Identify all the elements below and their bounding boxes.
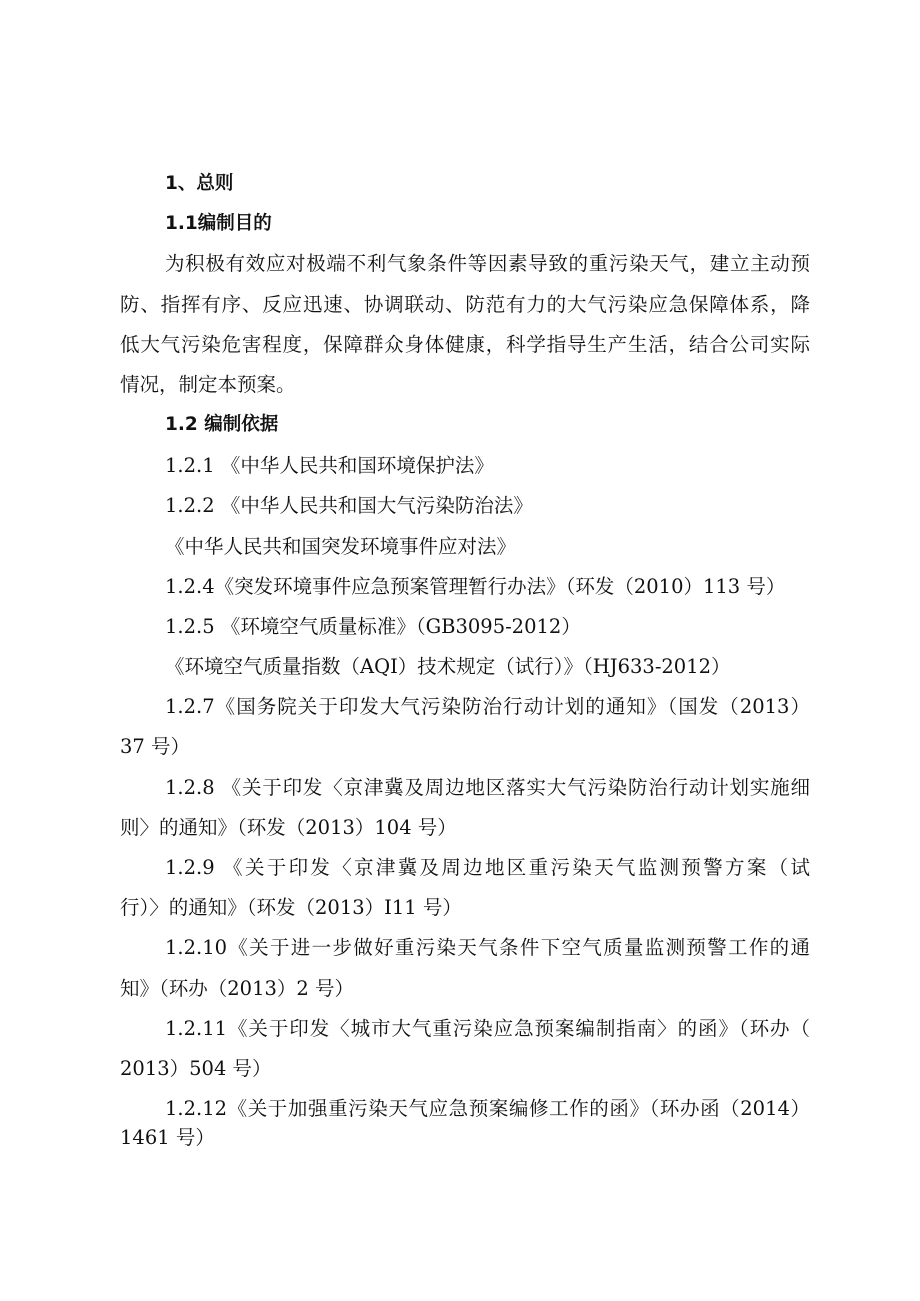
basis-item: 1.2.1 《中华人民共和国环境保护法》 bbox=[165, 454, 494, 477]
purpose-paragraph-line: 防、指挥有序、反应迅速、协调联动、防范有力的大气污染应急保障体系，降 bbox=[120, 293, 810, 316]
basis-item-continuation: 2013）504 号） bbox=[120, 1057, 272, 1080]
basis-item-continuation: 则〉的通知》（环发（2013）104 号） bbox=[120, 816, 457, 839]
basis-item-continuation: 1461 号） bbox=[120, 1126, 215, 1149]
basis-item: 1.2.7《国务院关于印发大气污染防治行动计划的通知》（国发（2013） bbox=[165, 695, 810, 718]
basis-item: 1.2.8 《关于印发〈京津冀及周边地区落实大气污染防治行动计划实施细 bbox=[165, 776, 810, 799]
purpose-paragraph-line: 低大气污染危害程度，保障群众身体健康，科学指导生产生活，结合公司实际 bbox=[120, 333, 810, 356]
basis-item: 1.2.12《关于加强重污染天气应急预案编修工作的函》（环办函（2014） bbox=[165, 1097, 810, 1120]
basis-item: 1.2.2 《中华人民共和国大气污染防治法》 bbox=[165, 494, 533, 517]
basis-item-continuation: 知》（环办（2013）2 号） bbox=[120, 977, 354, 1000]
basis-item-continuation: 行）〉的通知》（环发（2013）I11 号） bbox=[120, 896, 462, 919]
basis-item: 1.2.4《突发环境事件应急预案管理暂行办法》（环发（2010）113 号） bbox=[165, 575, 786, 598]
heading-purpose: 1.1编制目的 bbox=[165, 213, 272, 234]
basis-item: 1.2.5 《环境空气质量标准》（GB3095-2012） bbox=[165, 615, 581, 638]
basis-item-continuation: 37 号） bbox=[120, 735, 191, 758]
basis-item: 1.2.9 《关于印发〈京津冀及周边地区重污染天气监测预警方案（试 bbox=[165, 856, 810, 879]
basis-item: 《环境空气质量指数（AQI）技术规定（试行）》（HJ633-2012） bbox=[165, 655, 731, 678]
purpose-paragraph-line: 为积极有效应对极端不利气象条件等因素导致的重污染天气，建立主动预 bbox=[165, 252, 810, 275]
basis-item: 《中华人民共和国突发环境事件应对法》 bbox=[165, 535, 517, 558]
heading-basis: 1.2 编制依据 bbox=[165, 414, 279, 435]
basis-item: 1.2.11《关于印发〈城市大气重污染应急预案编制指南〉的函》（环办（ bbox=[165, 1017, 810, 1040]
heading-general: 1、总则 bbox=[165, 173, 234, 194]
basis-item: 1.2.10《关于进一步做好重污染天气条件下空气质量监测预警工作的通 bbox=[165, 936, 810, 959]
purpose-paragraph-line: 情况，制定本预案。 bbox=[120, 373, 296, 396]
